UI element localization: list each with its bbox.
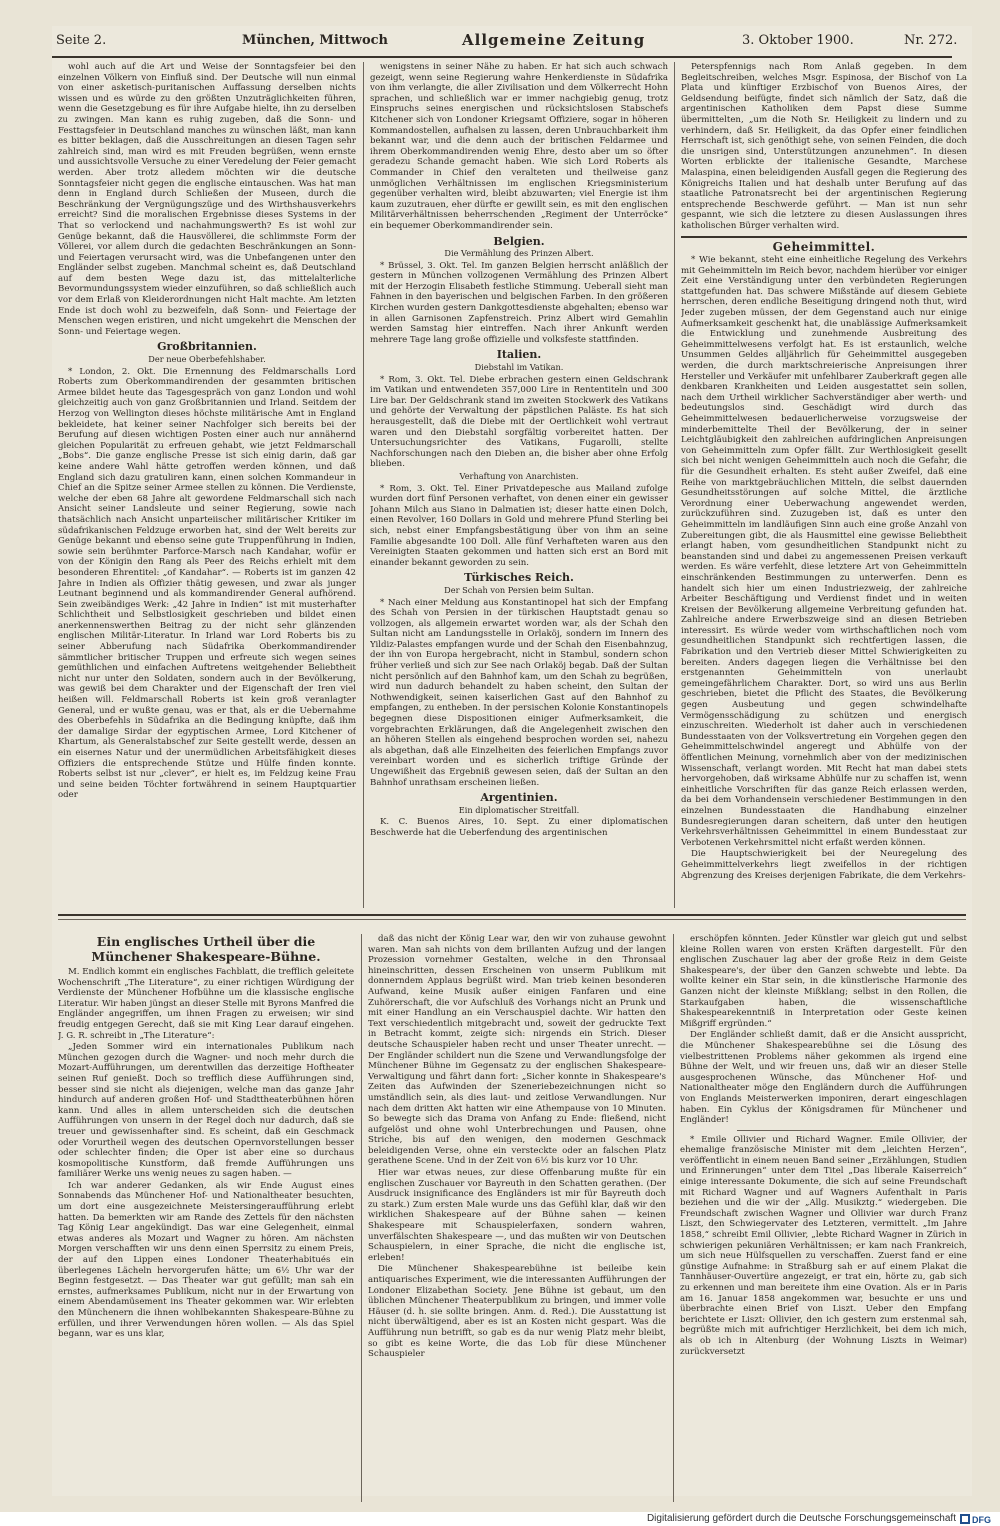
article-text: * Emile Ollivier und Richard Wagner. Emile Ollivier, der ehemalige französische Minister mit dem „leichten Herzen“, veröffentlicht in einem neuen Band seiner „Erzählungen, Studien und Erinnerungen“ unter dem Titel „Das liberale Kaiserreich“ einige interessante Dokumente, die sich auf seine Freundschaft mit Richard Wagner und auf Wagners Aufenthalt in Paris beziehen und die wir der „Allg. Musikztg.“ wiedergeben. Die Freundschaft zwischen Wagner und Ollivier war durch Franz Liszt, den Schwiegervater des Letzteren, vermittelt. „Im Jahre 1858,“ schreibt Emil Ollivier, „lebte Richard Wagner in Zürich in schwierigen pekuniären Verhältnissen; er kam nach Frankreich, um sich neue Hülfsquellen zu verschaffen. Zuerst fand er eine günstige Aufnahme: in Straßburg sah er auf einem Plakat die Tannhäuser-Ouvertüre angezeigt, er trat ein, hörte zu, gab sich zu erkennen und man bereitete ihm eine Ovation. Als er in Paris am 16. Januar 1858 angekommen war, besuchte er uns und überbrachte einen Brief von Liszt. Ueber den Empfang berichtete er Liszt: Ollivier, den ich gestern zum erstenmal sah, begrüßte mich mit aufrichtiger Herzlichkeit, bei dem ich mich, als ob ich in Altenburg (der Wohnung Liszts in Weimar) zurückversetzt [680, 1134, 967, 1357]
issue-date: 3. Oktober 1900. [742, 33, 854, 48]
article-text: Die Münchener Shakespearebühne ist beileibe kein antiquarisches Experiment, wie die interessanten Aufführungen der Londoner Elizabethan Society. Jene Bühne ist gebaut, um den üblichen Münchener Theaterpublikum zu bringen, und immer volle Häuser (d. h. sie sollte bringen. Anm. d. Red.). Die Ausstattung ist nicht überwältigend, aber es ist an Kosten nicht gespart. Was die Aufführung nun betrifft, so gab es da nur wenig Platz mehr bleibt, so gibt es keine Worte, die das Lob für diese Münchener Schauspieler [368, 1264, 666, 1360]
article-text: M. Endlich kommt ein englisches Fachblatt, die trefflich geleitete Wochenschrift „The Literature“, zu einer richtigen Würdigung der Verdienste der Münchener Hofbühne um die klassische englische Literatur. Wir haben jüngst an dieser Stelle mit Byrons Manfred die Engländer angegriffen, um ihnen Fragen zu erweisen; wir sind freudig entgegen Gerecht, daß sie mit King Lear darauf eingehen. J. G. R. schreibt in „The Literature“: [58, 967, 354, 1041]
article-text: Die Hauptschwierigkeit bei der Neuregelung des Geheimmittelverkehrs liegt zweifellos in der richtigen Abgrenzung des Kreises derjenigen Fabrikate, die dem Verkehrs- [681, 849, 967, 881]
issue-number: Nr. 272. [904, 33, 958, 48]
column-3 [681, 62, 967, 908]
article-text: * London, 2. Okt. Die Ernennung des Feldmarschalls Lord Roberts zum Oberkommandirenden der gesammten britischen Armee bildet heute das Tagesgespräch von ganz London und wohl gleichzeitig auch von ganz Großbritannien und Irland. Seitdem der Herzog von Wellington dieses höchste militärische Amt in England bekleidete, hat keiner seiner Nachfolger sich bereits bei der Berufung auf diesen wichtigen Posten einer auch nur annähernd gleichen Popularität zu erfreuen gehabt, wie jetzt Feldmarschall „Bobs“. Die ganze englische Presse ist sich einig darin, daß gar keine andere Wahl hätte getroffen werden können, und daß England sich dazu gratuliren kann, einen solchen Kommandeur in Chief an die Spitze seiner Armee stellen zu können. Die Verdienste, welche der eben 68 Jahre alt gewordene Feldmarschall sich nach Ansicht seiner Landsleute und seiner Regierung, sowie nach thatsächlich nach Ansicht unparteiischer militärischer Kritiker im südafrikanischen Feldzuge erworben hat, sind der Welt bereits zur Genüge bekannt und ebenso seine gute Truppenführung in Indien, sowie sein berühmter Parforce-Marsch nach Kandahar, wofür er von der Königin den Rang als Peer des Reichs erhielt mit dem besonderen Ehrentitel: „of Kandahar“. — Roberts ist im ganzen 42 Jahre in Indien als Offizier thätig gewesen, und zwar als junger Leutnant beginnend und als kommandirender General aufhörend. Sein zweibändiges Werk: „42 Jahre in Indien“ ist mit musterhafter Schlichtheit und Selbstlosigkeit geschrieben und bildet einen anerkennenswerthen Beitrag zu der nicht sehr glänzenden englischen Militär-Literatur. In Irland war Lord Roberts bis zu seiner Abberufung nach Südafrika Oberkommandirender sämmtlicher britischer Truppen und erfreute sich wegen seines gemüthlichen und einfachen Auftretens weitgehender Beliebtheit nicht nur unter den Soldaten, sondern auch in der Bevölkerung, was gewiß bei dem Charakter und der Eigenschaft der Iren viel heißen will. Feldmarschall Roberts ist kein groß veranlagter General, und er wußte genau, was er that, als er die Uebernahme des Oberbefehls in Südafrika an die Bedingung knüpfte, daß ihm der damalige Sirdar der egyptischen Armee, Lord Kitchener of Khartum, als Generalstabschef zur Seite gestellt werde, dessen an ein eisernes Natur und der unermüdlichen Arbeitsfähigkeit dieses Offiziers die entsprechende Stütze und Hülfe finden konnte. Roberts selbst ist nur „clever“, er hielt es, im Feldzug keine Frau und seine beiden Töchter fortwährend in seinem Hauptquartier oder [58, 366, 356, 801]
section-heading: Belgien. [493, 234, 545, 248]
dfg-logo-icon [960, 1513, 994, 1525]
page-header [52, 30, 958, 58]
section-heading: Italien. [496, 348, 542, 362]
feuilleton-column-2 [368, 934, 666, 1502]
article-text: * Wie bekannt, steht eine einheitliche Regelung des Verkehrs mit Geheimmitteln im Reich bevor, nachdem hierüber vor einiger Zeit eine Verständigung unter den verbündeten Regierungen stattgefunden hat. Das schwere Mißstände auf diesem Gebiete herrschen, deren endliche Beseitigung dringend noth thut, wird Jeder zugeben müssen, der dem Gegenstand auch nur einige Aufmerksamkeit geschenkt hat, die unablässige Aufmerksamkeit die Entwicklung und zunehmende Ausbreitung des Geheimmittelwesens verfolgt hat. Es ist erstaunlich, welche Unsummen Geldes alljährlich für Geheimmittel ausgegeben werden, die durch marktschreierische Anpreisungen ihrer Hersteller und Verkäufer mit unfehlbarer Zauberkraft gegen alle denkbaren Krankheiten und Leiden ausgestattet sein sollen, nach dem Urtheil wirklicher Sachverständiger aber werth- und bedeutungslos sind. Geschädigt wird durch das Geheimmittelwesen bedauerlicherweise vorzugsweise der minderbemittelte Theil der Bevölkerung, der in seiner Leichtgläubigkeit den zahlreichen aufdringlichen Anpreisungen von Geheimmitteln zum Opfer fällt. Zur Werthlosigkeit gesellt sich bei nicht wenigen Geheimmitteln auch noch die Gefahr, die für die Gesundheit erhalten. Es steht außer Zweifel, daß eine Reihe von marktgebräuchlichen Mitteln, die selbst dauernden Gesundheitsstörungen auf solche Mittel, die ärztliche Verordnung einer Ueberwachung angewendet werden, zurückzuführen sind. Zuzugeben ist, daß es unter den Geheimmitteln im landläufigen Sinn auch eine große Anzahl von Zubereitungen gibt, die als Hausmittel eine gewisse Beliebtheit erlangt haben, vom gesundheitlichen Standpunkt nicht zu beanstanden sind und dabei zu angemessenen Preisen verkauft werden. Es wäre verfehlt, diese letztere Art von Geheimmitteln einschränkenden Bestimmungen zu unterwerfen. Denn es handelt sich hier um einen Industriezweig, der zahlreiche Arbeiter Beschäftigung und Verdienst findet und in weiten Kreisen der Bevölkerung allgemeine Verbreitung gefunden hat. Zahlreiche andere Erwerbszweige sind an diesen Betrieben interessirt. Es würde weder vom wirthschaftlichen noch vom gesundheitlichen Standpunkt sich rechtfertigen lassen, die Fabrikation und den Vertrieb dieser Mittel Schwierigkeiten zu bereiten. Anders dagegen liegen die Verhältnisse bei den erstgenannten Geheimmitteln von unerlaubt gemeingefährlichem Charakter. Dort, so wird uns aus Berlin geschrieben, bietet die Pflicht des Staates, die Bevölkerung gegen Ausbeutung und gegen schwindelhafte Vermögensschädigung zu schützen und energisch einzuschreiten. Wiederholt ist daher auch in verschiedenen Bundesstaaten von der Volksvertretung ein Vorgehen gegen den Geheimmittelschwindel angeregt und Abhülfe von der öffentlichen Meinung, vornehmlich aber von der medizinischen Wissenschaft, verlangt worden. Mit Recht hat man dabei stets hervorgehoben, daß wirksame Abhülfe nur zu schaffen ist, wenn einheitliche Vorschriften für das ganze Reich erlassen werden, da bei dem Vorhandensein verschiedener Bestimmungen in den einzelnen Bundesstaaten die Handhabung einzelner Bundesregierungen daran scheitern, daß unter den heutigen Verkehrsverhältnissen Geheimmittel in einem Bundesstaat zur Verbotenen Verkehrsmittel nicht erfaßt werden können. [681, 255, 967, 848]
section-subheading: Der Schah von Persien beim Sultan. [444, 584, 594, 595]
article-text: K. C. Buenos Aires, 10. Sept. Zu einer diplomatischen Beschwerde hat die Ueberfendung des argentinischen [370, 817, 668, 838]
section-heading: Argentinien. [480, 791, 558, 805]
section-subheading: Der neue Oberbefehlshaber. [148, 354, 266, 365]
section-heading: Geheimmittel. [772, 239, 876, 254]
funding-note: Digitalisierung gefördert durch die Deutsche Forschungsgemeinschaft [646, 1513, 956, 1524]
article-text: Der Engländer schließt damit, daß er die Ansicht ausspricht, die Münchener Shakespearebühne sei die Lösung des vielbestrittenen Problems näher gekommen als irgend eine Bühne der Welt, und wir freuen uns, daß wir an dieser Stelle ausgesprochenen Wünsche, das Münchener Hof- und Nationaltheater möge den Engländern durch die Aufführungen von Englands Meisterwerken imponiren, derart eingeschlagen haben. Ein Cyklus der Königsdramen für Münchener und Engländer! [680, 1030, 967, 1126]
section-rule [681, 236, 967, 238]
feuilleton-rule [58, 914, 966, 916]
digitization-footer [0, 1512, 1000, 1526]
article-text: * Rom, 3. Okt. Tel. Diebe erbrachen gestern einen Geldschrank im Vatikan und entwendeten 357,000 Lire in Rententiteln und 300 Lire bar. Der Geldschrank stand im zweiten Stockwerk des Vatikans und gehörte der Verwaltung der päpstlichen Paläste. Es hat sich herausgestellt, daß die Diebe mit der Oertlichkeit wohl vertraut waren und den Diebstahl sorgfältig vorbereitet hatten. Der Untersuchungsrichter des Vatikans, Fugarolli, stellte Nachforschungen nach den Dieben an, die bisher aber ohne Erfolg blieben. [370, 374, 668, 470]
section-subheading: Verhaftung von Anarchisten. [459, 470, 579, 481]
column-divider [361, 934, 362, 1502]
article-text: erschöpfen könnten. Jeder Künstler war gleich gut und selbst kleine Rollen waren von ersten Kräften dargestellt. Für den englischen Zuschauer lag aber der große Reiz in dem Geiste Shakespeare's, der über den Ganzen schwebte und lebte. Da wollte keiner ein Star sein, in die künstlerische Harmonie des Ganzen nicht der kleinste Mißklang; selbst in den Rollen, die Starkaufgaben haben, die wissenschaftliche Shakespearekenntniß in Interpretation oder Geste keinen Mißgriff ergründen.“ [680, 934, 967, 1029]
article-text: * Nach einer Meldung aus Konstantinopel hat sich der Empfang des Schah von Persien in der türkischen Hauptstadt genau so vollzogen, als allgemein erwartet worden war, als der Schah den Sultan nicht am Landungsstelle in Orlaköj, sondern im Innern des Yildiz-Palastes empfangen wurde und der Schah den Eisenbahnzug, der ihn von Europa hergebracht, nicht in Stambul, sondern schon früher verließ und sich zur See nach Orlaköj begab. Daß der Sultan nicht persönlich auf den Bahnhof kam, um den Schah zu begrüßen, wird nun dadurch behandelt zu haben scheint, den Sultan der Nothwendigkeit, seinen kaiserlichen Gast auf den Bahnhof zu empfangen, zu entheben. In der persischen Kolonie Konstantinopels begegnen diese Dispositionen einiger Aufmerksamkeit, die vorgebrachten Erklärungen, daß die Angelegenheit zwischen den an höheren Stellen als eingehend besprochen worden sei, nahezu als abgethan, daß alle Einzelheiten des feierlichen Empfangs zuvor vereinbart worden und es sicherlich triftige Gründe der Ungewißheit das Ergebniß gewesen seien, daß der Sultan an den Bahnhof unrathsam erscheinen ließen. [370, 597, 668, 788]
article-text: * Rom, 3. Okt. Tel. Einer Privatdepesche aus Mailand zufolge wurden dort fünf Personen verhaftet, von denen einer ein gewisser Johann Milch aus Siano in Dalmatien ist; dieser hatte einen Dolch, einen Revolver, 160 Dollars in Gold und mehrere Pfund Sterling bei sich, nebst einer Empfangsbestätigung über von ihm an seine Familie abgesandte 100 Doll. Alle fünf Verhafteten waren aus den Vereinigten Staaten gekommen und hatten sich erst an Bord mit einander bekannt geworden zu sein. [370, 483, 668, 568]
dfg-logo-text: DFG [972, 1515, 991, 1525]
section-heading: Türkisches Reich. [464, 571, 574, 585]
article-text: wohl auch auf die Art und Weise der Sonntagsfeier bei den einzelnen Völkern von Einfluß sind. Der Deutsche will nun einmal von einer asketisch-puritanischen Auffassung derselben nichts wissen und es würde zu den größten Unzuträglichkeiten führen, wenn die Gesetzgebung es für ihre Aufgabe hielte, ihn zu derselben zu zwingen. Man kann es ruhig zugeben, daß die Sonn- und Festtagsfeier in Deutschland manches zu wünschen läßt, man kann es bitter beklagen, daß die Ausschreitungen an diesen Tagen sehr zahlreich sind, man wird es mit Freuden begrüßen, wenn ernste und aussichtsvolle Versuche zu einer Veredelung der Feier gemacht werden. Aber trotz alledem möchten wir die deutsche Sonntagsfeier nicht gegen die englische eintauschen. Was hat man denn in England durch Schließen der Museen, durch die Beschränkung der Vergnügungszüge und des Wirthshausverkehrs erreicht? Sind die moralischen Ergebnisse dieses Systems in der That so verlockend und nachahmungswerth? Es ist wohl zur Genüge bekannt, daß die Hausvöllerei, die schlimmste Form der Völlerei, vor allem durch die gedachten Beschränkungen an Sonn- und Feiertagen verursacht wird, was die Unbefangenen unter den Engländer selbst zugeben. Manchmal scheint es, daß Deutschland auf dem besten Wege dazu ist, das mittelalterliche Bevormundungssystem wieder einzuführen, so daß schließlich auch vor dem Erlaß von Kleiderordnungen nicht Halt machte. Am letzten Ende ist doch wohl zu bezweifeln, daß Sonn- und Feiertage der Menschen wegen eristiren, und nicht umgekehrt die Menschen der Sonn- und Feiertage wegen. [58, 62, 356, 337]
article-text: Peterspfennigs nach Rom Anlaß gegeben. In dem Begleitschreiben, welches Msgr. Espinosa, der Bischof von La Plata und künftiger Erzbischof von Buenos Aires, der Geldsendung beifügte, findet sich nämlich der Satz, daß die argentinischen Katholiken dem Papst diese Summe übermittelten, „um die Noth Sr. Heiligkeit zu lindern und zu verhindern, daß Sr. Heiligkeit, da das Opfer einer feindlichen Herrschaft ist, sich genöthigt sehe, von seinen Feinden, die doch die unsrigen sind, Unterstützungen anzunehmen“. In diesen Worten erblickte der italienische Gesandte, Marchese Malaspina, einen beleidigenden Ausfall gegen die Regierung des Königreichs Italien und hat deshalb unter Berufung auf das staatliche Patronatsrecht bei der argentinischen Regierung entsprechende Beschwerde geführt. — Man ist nun sehr gespannt, wie sich die letztere zu diesen Auslassungen ihres katholischen Bürger verhalten wird. [681, 62, 967, 231]
page-label: Seite 2. [56, 33, 107, 48]
column-2 [370, 62, 668, 908]
section-subheading: Ein diplomatischer Streitfall. [458, 804, 580, 815]
section-subheading: Die Vermählung des Prinzen Albert. [444, 248, 594, 259]
column-1 [58, 62, 356, 908]
feuilleton-title: Ein englisches Urtheil über die Münchener Shakespeare-Bühne. [91, 934, 321, 964]
column-divider [363, 62, 364, 908]
article-separator [737, 1130, 909, 1131]
newspaper-title: Allgemeine Zeitung [462, 31, 646, 49]
section-heading: Großbritannien. [157, 340, 257, 354]
article-text: Ich war anderer Gedanken, als wir Ende August eines Sonnabends das Münchener Hof- und Nationaltheater besuchten, um dort eine ausgezeichnete Meistersingeraufführung erlebt hatten. Da bemerkten wir am Rande des Zettels für den nächsten Tag König Lear angekündigt. Das war eine Gelegenheit, einmal etwas anderes als Mozart und Wagner zu hören. Am nächsten Morgen verschafften wir uns denn einen Sperrsitz zu einem Preis, der auf den Lippen eines Londoner Theaterhabitués ein überlegenes Lächeln hervorgerufen hätte; um 6½ Uhr war der Beginn festgesetzt. — Das Theater war gut gefüllt; man sah ein ernstes, aufmerksames Publikum, nicht nur in der Erwartung von einem Abendamüsement ins Theater gekommen war. Wir erlebten den Münchenern die ihnen wohlbekannten Shakespeare-Bühne zu erfüllen, und ihrer Verwendungen hören wollen. — Als das Spiel begann, war es uns klar, [58, 1180, 354, 1340]
place-date: München, Mittwoch [242, 33, 389, 48]
article-text: daß das nicht der König Lear war, den wir von zuhause gewohnt waren. Man sah nichts von dem brillanten Aufzug und der langen Prozession vornehmer Gestalten, welche in den Thronsaal hineinschritten, dessen Erscheinen von unserm Publikum mit donnerndem Applaus begrüßt wird. Man trieb keinen besonderen Aufwand, keine Musik außer einigen Fanfaren und eine Zuhörerschaft, die vor Aufschluß des Vorhangs nicht an Prunk und mit einer Handlung an ein Verschauspiel dachte. Wir hatten den Text verschiedentlich mitgebracht und, soweit der gedruckte Text in Betracht kommt, zeigte sich: nirgends ein Strich. Dieser deutsche Schauspieler haben recht und unser Theater unrecht. — Der Engländer schildert nun die Szene und Verwandlungsfolge der Münchener Bühne im Gegensatz zu der englischen Shakespeare-Verwaltigung und fährt dann fort: „Sicher konnte in Shakespeare's Zeiten das Aufwinden der Szeneriebezeichnungen nicht so umständlich sein, als dies laut- und zeitlose Verwandlungen. Nur nach dem dritten Akt hatten wir eine Athempause von 10 Minuten. So bewegte sich das Drama von Anfang zu Ende: fließend, nicht aufgelöst und ohne wohl Unterbrechungen und Pausen, ohne Striche, bis auf den wenigen, den modernen Geschmack beleidigenden Verse, ohne ein versteckte oder an falschen Platz gerathene Scene. Und in der Zeit von 6½ bis kurz vor 10 Uhr. [368, 934, 666, 1167]
feuilleton-rule-thin [58, 919, 966, 920]
column-divider [674, 62, 675, 908]
article-text: „Jeden Sommer wird ein internationales Publikum nach München gezogen durch die Wagner- und noch mehr durch die Mozart-Aufführungen, um derentwillen das derzeitige Hoftheater seinen Ruf genießt. Doch so trefflich diese Aufführungen sind, besser sind sie nicht als diejenigen, welche man das ganze Jahr hindurch auf anderen großen Hof- und Stadttheaterbühnen hören kann. Und alles in allem unterscheiden sich die deutschen Aufführungen von unsern in der Regel doch nur dadurch, daß sie treuer und gewissenhafter sind. Es scheint, daß ein Geschmack oder Vorurtheil wegen des deutschen Opernvorstellungen besser oder schlechter finden; die Oper ist aber eine so durchaus kosmopolitische Kunstform, daß fremde Aufführungen uns familiärer Werke uns wenig neues zu sagen haben. — [58, 1042, 354, 1180]
feuilleton-column-3 [680, 934, 967, 1502]
column-divider [673, 934, 674, 1502]
article-text: wenigstens in seiner Nähe zu haben. Er hat sich auch schwach gezeigt, wenn seine Regierung wahre Henkerdienste in Südafrika von ihm verlangte, die aller Zivilisation und dem Völkerrecht Hohn sprachen, und schließlich war er immer nachgiebig genug, trotz Einspruchs seines energischen und rücksichtslosen Stabschefs Kitchener sich von Londoner Kriegsamt Offiziere, sogar in höheren Kommandostellen, aufhalsen zu lassen, deren Unbrauchbarkeit ihm bekannt war, und die denn auch der britischen Feldarmee und ihrem Oberkommandirenden wenig Ehre, desto aber um so öfter geradezu Schande gemacht haben. Wie sich Lord Roberts als Commander in Chief den veralteten und theilweise ganz unmöglichen Verhältnissen im englischen Kriegsministerium gegenüber verhalten wird, bleibt abzuwarten; viel Energie ist ihm kaum zuzutrauen, eher dürfte er gewillt sein, es mit den englischen Militärverhältnissen beherrschenden „Regiment der Unterröcke“ ein bequemer Oberkommandirender sein. [370, 62, 668, 231]
article-text: Hier war etwas neues, zur diese Offenbarung mußte für ein englischen Zuschauer vor Bayreuth in den Schatten gerathen. (Der Ausdruck insignificance des Engländers ist mir für Bayreuth doch zu stark.) Zum ersten Male wurde uns das Gefühl klar, daß wir den wirklichen Shakespeare auf der Bühne sahen — keinen Shakespeare mit Schauspielerfaxen, sondern wahren, unverfälschten Shakespeare —, und das mußten wir von Deutschen Schauspielern, in einer Sprache, die nicht die englische ist, erleben! [368, 1168, 666, 1263]
section-subheading: Diebstahl im Vatikan. [474, 362, 564, 373]
article-text: * Brüssel, 3. Okt. Tel. Im ganzen Belgien herrscht anläßlich der gestern in München vollzogenen Vermählung des Prinzen Albert mit der Herzogin Elisabeth festliche Stimmung. Ueberall sieht man Fahnen in den bayerischen und belgischen Farben. In den größeren Kirchen wurden gestern Dankgottesdienste abgehalten; ebenso war in allen Garnisonen Zapfenstreich. Prinz Albert wird Gemahlin werden Samstag hier eintreffen. Nach ihrer Ankunft werden mehrere Tage lang große offizielle und volksfeste stattfinden. [370, 260, 668, 345]
feuilleton-column-1 [58, 934, 354, 1502]
